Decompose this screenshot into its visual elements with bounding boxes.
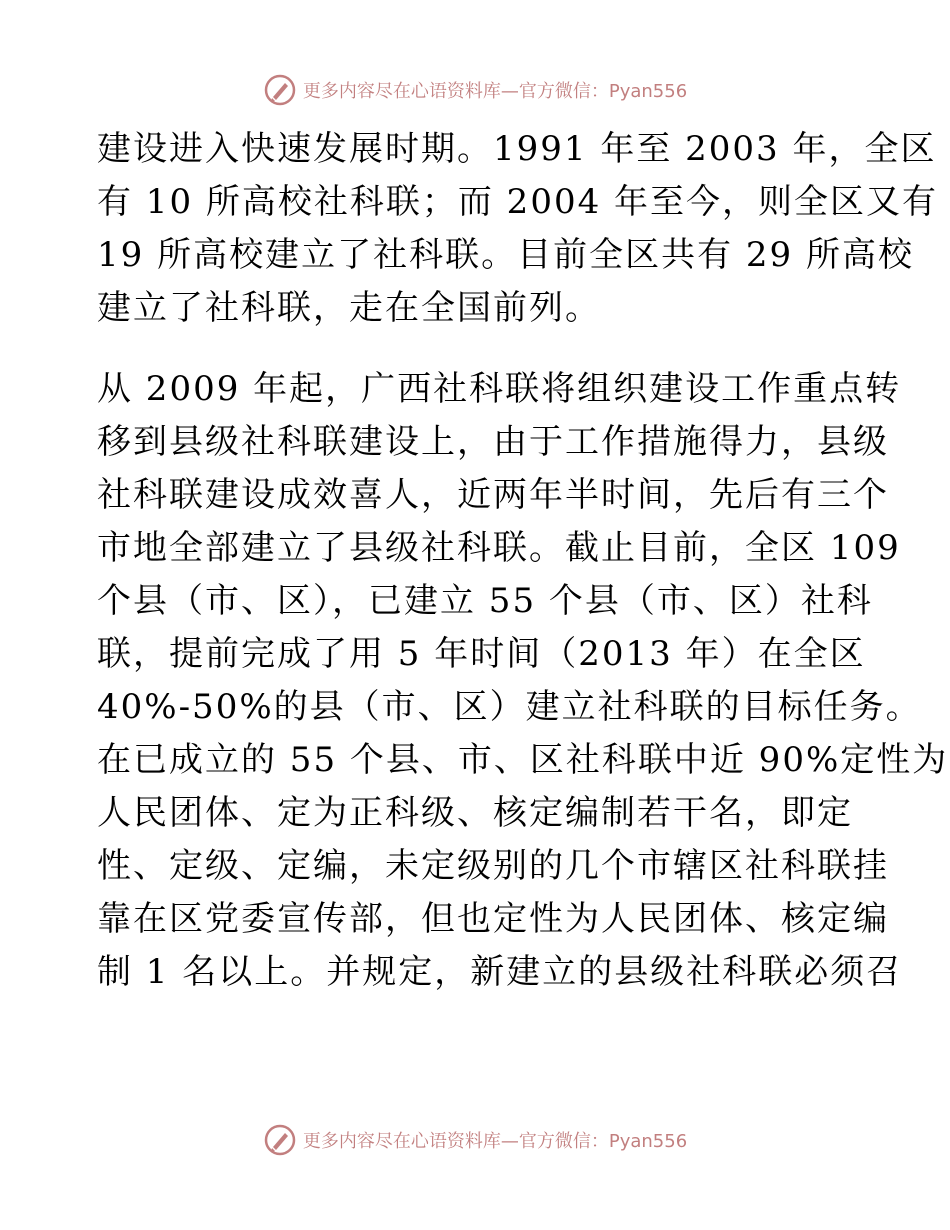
paragraph bbox=[97, 363, 949, 999]
pen-logo-icon bbox=[263, 73, 297, 107]
watermark-text: 更多内容尽在心语资料库—官方微信：Pyan556 bbox=[302, 81, 688, 102]
text-line: 人民团体、定为正科级、核定编制若干名，即定 bbox=[97, 793, 853, 833]
text-line: 制 1 名以上。并规定，新建立的县级社科联必须召 bbox=[97, 952, 903, 992]
text-line: 移到县级社科联建设上，由于工作措施得力，县级 bbox=[97, 422, 889, 462]
text-line: 建立了社科联，走在全国前列。 bbox=[97, 288, 601, 328]
text-line: 从 2009 年起，广西社科联将组织建设工作重点转 bbox=[97, 369, 902, 409]
watermark-text: 更多内容尽在心语资料库—官方微信：Pyan556 bbox=[302, 1131, 688, 1152]
text-line: 靠在区党委宣传部，但也定性为人民团体、核定编 bbox=[97, 899, 889, 939]
text-line: 市地全部建立了县级社科联。截止目前，全区 109 bbox=[97, 528, 901, 568]
header-watermark bbox=[0, 70, 950, 110]
text-line: 个县（市、区），已建立 55 个县（市、区）社科 bbox=[97, 581, 873, 621]
text-line: 19 所高校建立了社科联。目前全区共有 29 所高校 bbox=[97, 235, 914, 275]
text-line: 社科联建设成效喜人，近两年半时间，先后有三个 bbox=[97, 475, 889, 515]
text-line: 联，提前完成了用 5 年时间（2013 年）在全区 bbox=[97, 634, 866, 674]
text-line: 有 10 所高校社科联；而 2004 年至今，则全区又有 bbox=[97, 182, 939, 222]
text-line: 性、定级、定编，未定级别的几个市辖区社科联挂 bbox=[97, 846, 889, 886]
document-body bbox=[97, 123, 949, 999]
paragraph-spacer bbox=[97, 335, 857, 363]
paragraph bbox=[97, 123, 939, 335]
text-line: 建设进入快速发展时期。1991 年至 2003 年，全区 bbox=[97, 129, 937, 169]
pen-logo-icon bbox=[263, 1123, 297, 1157]
text-line: 40%-50%的县（市、区）建立社科联的目标任务。 bbox=[97, 687, 922, 727]
footer-watermark bbox=[0, 1120, 950, 1160]
text-line: 在已成立的 55 个县、市、区社科联中近 90%定性为 bbox=[97, 740, 949, 780]
